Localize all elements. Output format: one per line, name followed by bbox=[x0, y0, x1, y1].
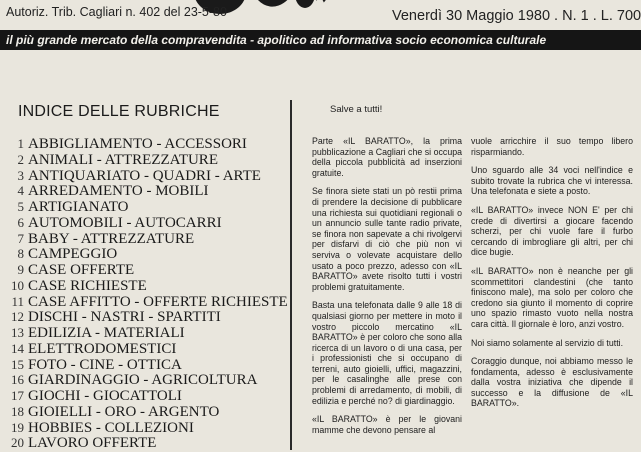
article-paragraph: «IL BARATTO» invece NON E' per chi crede di divertirsi a giocare facendo scherzi, per chi vuole fare il furbo cercando di imbrogliare gli altri, per chi dice bugie. bbox=[471, 204, 633, 258]
rubric-item: 5 ARTIGIANATO bbox=[17, 199, 129, 215]
rubric-item: 11 CASE AFFITTO - OFFERTE RICHIESTE bbox=[11, 293, 288, 310]
rubric-item: 10 CASE RICHIESTE bbox=[11, 277, 147, 294]
rubric-item: 16 GIARDINAGGIO - AGRICOLTURA bbox=[11, 372, 258, 389]
rubric-list bbox=[4, 136, 294, 451]
article-greeting: Salve a tutti! bbox=[330, 104, 383, 115]
article-paragraph: Uno sguardo alle 34 voci nell'indice e subito trovate la rubrica che vi interessa. Una telefonata e siete a posto. bbox=[471, 165, 633, 197]
index-title: INDICE DELLE RUBRICHE bbox=[18, 103, 220, 120]
article-paragraph: Coraggio dunque, noi abbiamo messo le fondamenta, adesso è esclusivamente dalla vostra iniziativa che dipende il successo e la diffusione de «IL BARATTO». bbox=[471, 356, 633, 409]
issue-date-line: Venerdì 30 Maggio 1980 . N. 1 . L. 700 bbox=[392, 8, 641, 24]
rubric-item: 13 EDILIZIA - MATERIALI bbox=[11, 325, 185, 341]
rubric-item: 2 ANIMALI - ATTREZZATURE bbox=[17, 151, 218, 168]
article-paragraph: Parte «IL BARATTO», la prima pubblicazione a Cagliari che si occupa della piccola pubblicità ad inserzioni gratuite. bbox=[312, 136, 462, 178]
rubric-item: 15 FOTO - CINE - OTTICA bbox=[11, 356, 182, 373]
rubric-item: 17 GIOCHI - GIOCATTOLI bbox=[11, 388, 182, 404]
rubric-item: 4 ARREDAMENTO - MOBILI bbox=[17, 183, 209, 200]
article-paragraph: Se finora siete stati un pò restii prima di prendere la decisione di pubblicare una richiesta sui quotidiani regionali o un annuncio sulle tante radio private, se finora non sapevate a chi rivolgervi per disfarvi di ciò che più non vi serviva o volevate acquistare dello usato a poco prezzo, adesso con «IL BARATTO» avete risolto tutti i vostri problemi gratuitamente. bbox=[312, 186, 462, 292]
rubric-item: 14 ELETTRODOMESTICI bbox=[11, 340, 177, 357]
rubric-item: 7 BABY - ATTREZZATURE bbox=[17, 230, 195, 247]
article-column-2 bbox=[471, 136, 633, 417]
article-paragraph: «IL BARATTO» non è neanche per gli scommettitori clandestini (che tanto finiscono male), ma solo per coloro che credono sia giunto il momento di coprire uno spazio rimasto vuoto nella nostra cara città. Il giornale è loro, anzi vostro. bbox=[471, 265, 633, 329]
article-paragraph: Basta una telefonata dalle 9 alle 18 di qualsiasi giorno per mettere in moto il vostro piccolo mercatino «IL BARATTO» è per coloro che sono alla ricerca di un lavoro o di una casa, per i professionisti che si occupano di terreni, auto gioielli, uffici, magazzini, per le casalinghe alle prese con problemi di arredamento, di mobili, di edilizia e perché no? di giardinaggio. bbox=[312, 300, 462, 406]
rubric-item: 19 HOBBIES - COLLEZIONI bbox=[11, 419, 194, 436]
article-paragraph: vuole arricchire il suo tempo libero risparmiando. bbox=[471, 136, 633, 157]
article-column-1 bbox=[312, 136, 462, 443]
rubric-item: 9 CASE OFFERTE bbox=[17, 262, 135, 278]
rubric-item: 6 AUTOMOBILI - AUTOCARRI bbox=[17, 214, 222, 231]
column-divider bbox=[290, 100, 292, 450]
rubric-item: 12 DISCHI - NASTRI - SPARTITI bbox=[11, 309, 221, 326]
tagline-banner: il più grande mercato della compravendita - apolitico ad informativa socio economica culturale bbox=[0, 30, 641, 50]
article-paragraph: «IL BARATTO» è per le giovani mamme che devono pensare al bbox=[312, 414, 462, 435]
article-paragraph: Noi siamo solamente al servizio di tutti. bbox=[471, 337, 624, 348]
rubric-item: 18 GIOIELLI - ORO - ARGENTO bbox=[11, 403, 220, 420]
rubric-item: 1 ABBIGLIAMENTO - ACCESSORI bbox=[17, 136, 247, 152]
rubric-item: 8 CAMPEGGIO bbox=[17, 246, 118, 263]
rubric-item: 20 LAVORO OFFERTE bbox=[11, 435, 157, 452]
authorization-line: Autoriz. Trib. Cagliari n. 402 del 23-5-80 bbox=[6, 5, 227, 19]
rubric-item: 3 ANTIQUARIATO - QUADRI - ARTE bbox=[17, 167, 261, 184]
